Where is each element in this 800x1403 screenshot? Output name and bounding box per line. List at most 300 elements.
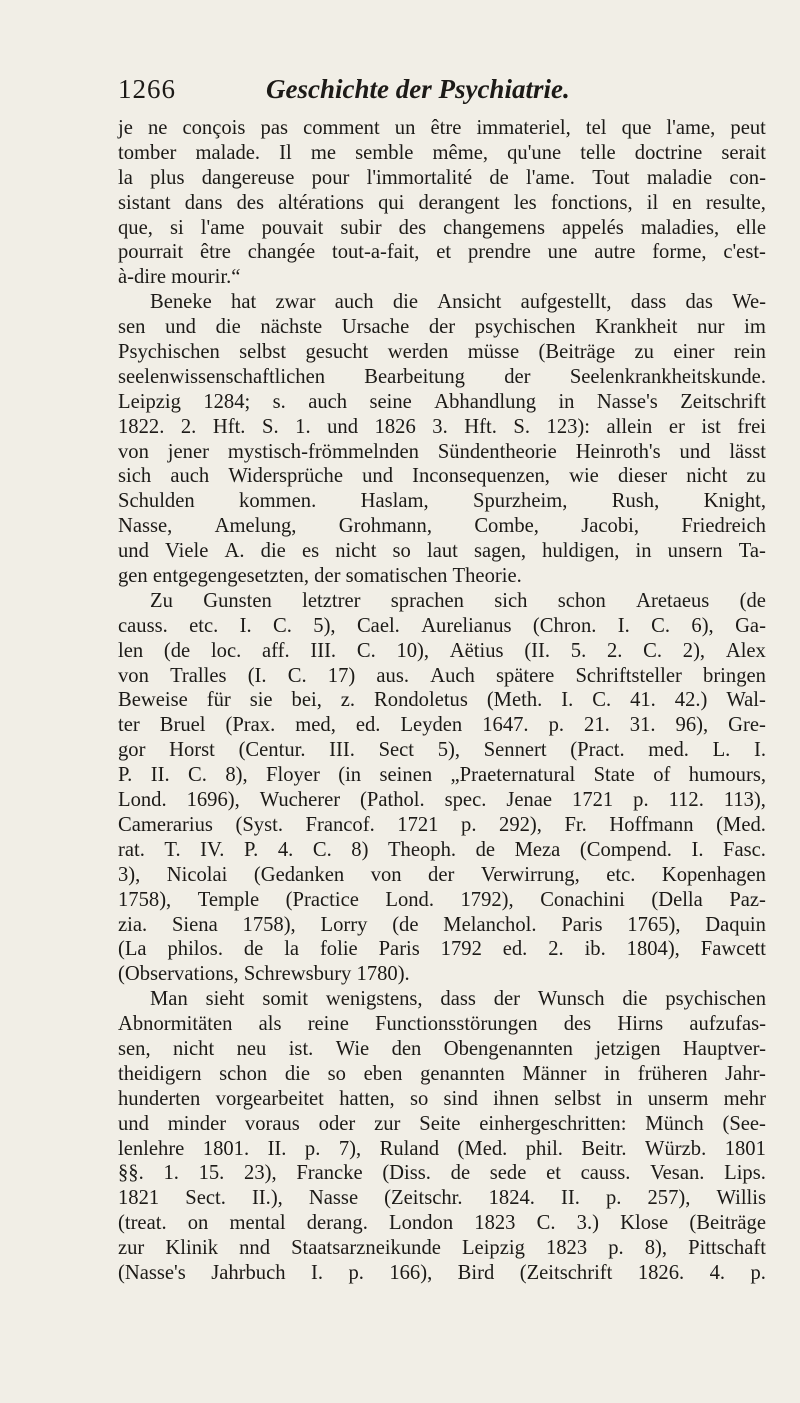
word: p. [548,714,565,737]
word: 96), [675,714,709,737]
word: Willis [716,1187,766,1210]
word: 1. [295,415,311,438]
word: 1721 [572,789,614,812]
word: 123): [546,415,591,438]
word: von [118,664,149,687]
word: ist [701,415,721,438]
text-line [118,365,766,390]
word: l'ame. [526,166,575,189]
word: 23), [244,1162,277,1185]
word: theidigern [118,1062,202,1085]
word: III. [310,639,337,662]
word: 31. [629,714,656,737]
word: C. [643,639,663,662]
word: in [604,1062,621,1085]
word: 1824. [488,1187,535,1210]
word: mystisch-frömmelnden [227,440,419,463]
word: und [165,316,196,339]
word: die [392,291,418,314]
word: C. [287,664,307,687]
word: être [430,117,462,139]
text-line [118,440,766,465]
word: ne [147,117,168,139]
word: s. [272,390,286,413]
word: 2. [606,639,623,662]
word: Spurzheim, [473,490,568,513]
word: Beneke [150,291,212,314]
word: reine [307,1013,349,1036]
word: 2. [548,938,564,961]
word: Staatsarzneikunde [291,1237,441,1260]
word: telle [580,141,616,164]
text-line [118,141,766,166]
text-line [118,713,766,738]
word: 1765), [627,913,681,936]
word: hat [231,291,257,314]
word: Schrewsbury [243,963,357,986]
text-line [118,937,766,962]
word: 8) [351,838,369,861]
word: on [187,1212,209,1235]
word: Zu [150,589,173,612]
word: und [679,440,711,463]
word: p. [348,1261,364,1284]
word: sieht [205,988,245,1011]
word: de [489,166,509,189]
word: wie [569,465,599,488]
word: Combe, [474,515,539,538]
word: Wucherer [259,789,341,812]
word: une [547,241,578,264]
word: mehr [723,1087,766,1110]
word: derang. [306,1212,368,1235]
word: Seite [419,1112,461,1135]
word: lenlehre [118,1137,185,1160]
word: (in [338,764,362,787]
word: Lorry [320,913,368,936]
word: Gunsten [203,589,272,612]
word: II. [150,764,170,787]
word: 7), [338,1137,362,1160]
word: und [118,540,149,563]
word: Inconsequenzen, [412,465,550,488]
word: I. [239,614,252,637]
word: causs. [118,614,168,637]
word: même, [432,141,488,164]
word: Widersprüche [228,465,343,488]
word: len [118,639,144,662]
text-line [118,464,766,489]
word: (de [392,913,419,936]
word: (Nasse's [118,1261,186,1284]
word: der [428,863,455,886]
word: changée [247,241,316,264]
text-line [118,639,766,664]
word: Bearbeitung [364,365,465,388]
word: letztrer [302,589,361,612]
word: 1801. [202,1137,250,1160]
word: zur [118,1237,145,1260]
word: aufzufas- [689,1013,766,1036]
word: 2. [180,415,197,438]
word: allein [606,415,653,438]
word: entgegengesetzten, [152,565,315,588]
word: die [284,1062,310,1085]
word: die [215,316,241,339]
text-line [118,390,766,415]
word: psychischen [474,316,576,339]
word: und [362,465,394,488]
word: derangent [418,191,500,214]
word: (Diss. [382,1162,431,1185]
word: qui [378,191,405,214]
word: Francke [296,1162,363,1185]
word: Tout [592,166,630,189]
word: S. [262,415,279,438]
word: ter [118,714,140,737]
word: 1826. [637,1261,685,1284]
text-line [118,564,766,589]
word: dans [184,191,223,214]
text-line [118,863,766,888]
text-line [118,1037,766,1062]
word: plus [150,166,185,189]
word: das [685,291,713,314]
text-line [118,1261,766,1286]
word: 1696), [186,789,240,812]
word: A. [224,540,245,563]
word: II.), [251,1187,283,1210]
word: sen [118,316,146,339]
word: 17) [327,664,356,687]
word: 113), [723,789,766,812]
word: Klose [620,1212,669,1235]
word: 1804), [626,938,680,961]
word: I. [753,739,766,762]
word: müsse [467,341,520,364]
word: spec. [444,789,487,812]
word: ib. [584,938,606,961]
word: für [206,689,231,712]
word: Conachini [540,888,625,911]
word: la [118,166,133,189]
word: maladie [646,166,713,189]
word: aufgestellt, [520,291,612,314]
word: Knight, [703,490,766,513]
word: doctrine [634,141,703,164]
word: T. [164,838,181,861]
text-line [118,315,766,340]
word: causs. [580,1162,631,1185]
word: State [593,764,635,787]
word: folie [319,938,358,961]
word: auch [334,291,374,314]
text-line [118,489,766,514]
word: in [616,1087,633,1110]
word: (Med. [457,1137,508,1160]
word: (Pathol. [360,789,425,812]
word: gen [118,565,153,588]
word: Bruel [159,714,206,737]
word: Seelenkrankheitskunde. [569,365,766,388]
word: Daquin [705,913,766,936]
word: si [169,216,184,239]
word: Theoph. [387,838,457,861]
word: 1792), [460,888,514,911]
word: Hauptver- [682,1037,766,1060]
word: aff. [261,639,290,662]
word: huldigen, [542,540,620,563]
word: c'est- [723,241,766,264]
word: Hft. [212,415,246,438]
word: psychischen [665,988,766,1011]
word: spätere [495,664,555,687]
word: 8), [644,1237,668,1260]
word: II. [561,1187,580,1210]
word: Leyden [400,714,463,737]
word: l'immortalité [366,166,473,189]
word: Melanchol. [443,913,537,936]
text-line [118,838,766,863]
word: selbst [554,1087,602,1110]
word: Theorie. [452,565,522,588]
word: (Meth. [486,689,543,712]
word: Alex [725,639,766,662]
word: dass [630,291,667,314]
word: (treat. [118,1212,167,1235]
word: Nasse [308,1187,359,1210]
word: en [672,191,692,214]
word: 1758), [118,888,172,911]
text-line [118,962,766,987]
word: Lond. [118,789,167,812]
word: dieser [617,465,668,488]
word: Wunsch [537,988,605,1011]
word: Münch [645,1112,704,1135]
word: 5. [570,639,587,662]
word: 5), [313,614,336,637]
word: Sect. [185,1187,226,1210]
word: forme, [652,241,707,264]
word: Sennert [483,739,547,762]
text-line [118,216,766,241]
text-line [118,664,766,689]
word: Nasse's [596,390,658,413]
word: Ta- [738,540,766,563]
word: die [260,540,286,563]
word: (See- [722,1112,766,1135]
word: nur [697,316,725,339]
word: Nasse, [118,515,173,538]
word: Schriftsteller [575,664,682,687]
word: Grohmann, [338,515,432,538]
word: bringen [703,664,766,687]
word: kommen. [239,490,317,513]
word: sprachen [390,589,464,612]
word: (Practice [285,888,359,911]
word: früheren [637,1062,708,1085]
word: Kopenhagen [661,863,766,886]
word: Siena [171,913,218,936]
text-line [118,888,766,913]
word: med, [295,714,336,737]
word: so [409,1087,429,1110]
word: Amelung, [214,515,297,538]
word: 1823 [545,1237,588,1260]
word: je [118,117,133,139]
word: 292), [499,813,542,836]
word: Lips. [724,1162,766,1185]
word: Aëtius [449,639,504,662]
word: Ruland [379,1137,440,1160]
text-line [118,116,766,141]
word: Hft. [464,415,497,438]
text-line [118,1137,766,1162]
word: Bird [457,1261,495,1284]
text-line [118,1062,766,1087]
word: sagen, [474,540,527,563]
word: „Praeternatural [450,764,576,787]
word: Haslam, [360,490,429,513]
word: 1821 [118,1187,160,1210]
text-line [118,290,766,315]
word: Leipzig [118,390,181,413]
word: maladies, [640,216,720,239]
text-line [118,166,766,191]
word: jetzigen [595,1037,661,1060]
word: P. [243,838,259,861]
word: con- [729,166,766,189]
word: in [558,390,575,413]
word: (Zeitschr. [384,1187,463,1210]
word: auch [308,390,348,413]
word: des [236,191,265,214]
word: Rondoletus [374,689,468,712]
word: werden [387,341,449,364]
word: Abhandlung [434,390,537,413]
word: IV. [200,838,225,861]
word: me [310,141,336,164]
word: seine [369,390,412,413]
word: ist. [288,1037,314,1060]
word: 1647. [482,714,529,737]
word: Tralles [170,664,227,687]
word: p. [304,1137,321,1160]
word: Leipzig [461,1237,525,1260]
word: Francof. [305,813,375,836]
word: I. [617,614,630,637]
word: zur [374,1112,401,1135]
word: somatischen [345,565,453,588]
word: un [394,117,416,139]
word: etc. [189,614,219,637]
word: 8), [225,764,248,787]
word: (Compend. [579,838,672,861]
word: altérations [278,191,364,214]
word: (Med. [716,813,766,836]
word: (Beiträge [538,341,616,364]
word: p. [605,1187,622,1210]
word: Horst [169,739,215,762]
word: 3.) [576,1212,599,1235]
word: unsern [667,540,723,563]
word: Functionsstörungen [375,1013,538,1036]
page-header [118,74,760,114]
text-line [118,539,766,564]
word: der [493,988,521,1011]
word: 41. [630,689,656,712]
text-line [118,340,766,365]
text-line [118,1236,766,1261]
word: nicht [335,540,377,563]
word: 1721 [397,813,439,836]
word: Pittschaft [688,1237,766,1260]
word: Wal- [726,689,766,712]
word: des [563,1013,592,1036]
text-line [118,688,766,713]
word: (Della [651,888,703,911]
word: (Prax. [225,714,276,737]
word: P. [118,764,133,787]
word: et [546,1162,561,1185]
word: II. [267,1137,287,1160]
word: 1801 [724,1137,766,1160]
word: Klinik [165,1237,219,1260]
text-line [118,913,766,938]
word: rein [733,341,766,364]
word: hunderten [118,1087,201,1110]
word: l'ame, [666,117,716,139]
word: selbst [239,341,287,364]
running-title: Geschichte der Psychiatrie. [266,74,570,104]
word: 166), [389,1261,433,1284]
word: sie [249,689,273,712]
word: appelés [562,216,624,239]
word: C. [592,689,612,712]
word: phil. [525,1137,563,1160]
word: semble [355,141,414,164]
word: hatten, [339,1087,395,1110]
word: seinen [379,764,433,787]
word: que [621,117,652,139]
word: tel [585,117,607,139]
word: C. [312,838,332,861]
word: unserm [647,1087,709,1110]
word: Schulden [118,490,195,513]
word: I. [691,838,704,861]
word: 10), [396,639,430,662]
word: Ga- [735,614,766,637]
word: laut [426,540,458,563]
text-line [118,415,766,440]
word: pour [311,166,350,189]
word: I. [561,689,574,712]
word: Aurelianus [421,614,512,637]
word: pourrait [118,241,184,264]
word: tout-a-fait, [331,241,420,264]
word: Abnormitäten [118,1013,233,1036]
text-line [118,788,766,813]
word: mental [229,1212,286,1235]
word: sen, [118,1037,151,1060]
word: Paris [561,913,603,936]
word: nicht [686,465,728,488]
word: tomber [118,141,177,164]
word: 257), [647,1187,691,1210]
word: ed. [502,938,528,961]
word: nnd [239,1237,270,1260]
text-line [118,1211,766,1236]
